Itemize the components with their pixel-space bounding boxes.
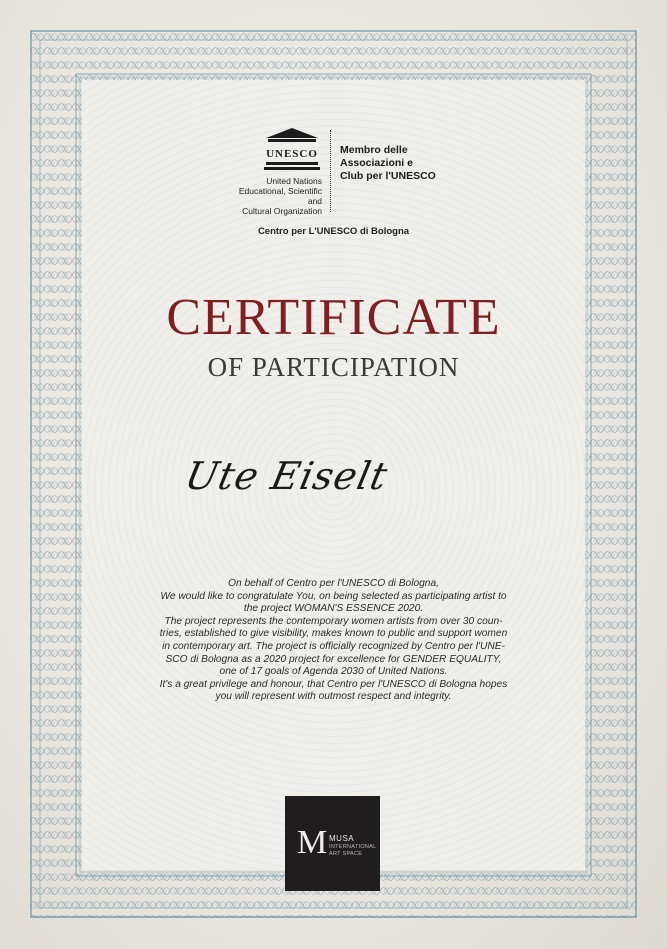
membership-text: Membro delle Associazioni e Club per l'UNESCO bbox=[340, 144, 436, 182]
musa-logo bbox=[285, 796, 380, 891]
body-line: you will represent with outmost respect and integrity. bbox=[215, 691, 452, 703]
unesco-logo-block bbox=[226, 126, 456, 216]
body-line: The project represents the contemporary women artists from over 30 coun- bbox=[164, 615, 503, 627]
body-line: It's a great privilege and honour, that Centro per l'UNESCO di Bologna hopes bbox=[159, 678, 508, 690]
certificate-title: CERTIFICATE bbox=[166, 289, 501, 346]
body-line: SCO di Bologna as a 2020 project for excellence for GENDER EQUALITY, bbox=[165, 653, 502, 665]
body-line: in contemporary art. The project is officially recognized by Centro per l'UNE- bbox=[162, 640, 505, 652]
body-line: On behalf of Centro per l'UNESCO di Bologna, bbox=[228, 578, 439, 589]
musa-logo-subtitle: INTERNATIONAL ART SPACE bbox=[329, 844, 377, 857]
centro-name: Centro per L'UNESCO di Bologna bbox=[257, 226, 410, 237]
body-line: tries, established to give visibility, makes known to public and support women bbox=[159, 628, 508, 640]
certificate-body bbox=[150, 578, 517, 704]
unesco-temple-icon bbox=[262, 126, 322, 172]
musa-logo-word: MUSA bbox=[329, 834, 355, 843]
un-organization-name: United Nations Educational, Scientific and Cultural Organization bbox=[238, 176, 322, 216]
recipient-name: Ute Eiselt bbox=[181, 454, 392, 498]
body-line: one of 17 goals of Agenda 2030 of United Nations. bbox=[219, 666, 448, 678]
certificate-subtitle: OF PARTICIPATION bbox=[207, 352, 460, 382]
logo-divider bbox=[330, 130, 332, 212]
musa-logo-letter: M bbox=[297, 824, 328, 861]
body-line: We would like to congratulate You, on being selected as participating artist to bbox=[160, 590, 507, 602]
body-line: the project WOMAN'S ESSENCE 2020. bbox=[243, 603, 424, 615]
unesco-emblem-word: UNESCO bbox=[266, 148, 318, 160]
